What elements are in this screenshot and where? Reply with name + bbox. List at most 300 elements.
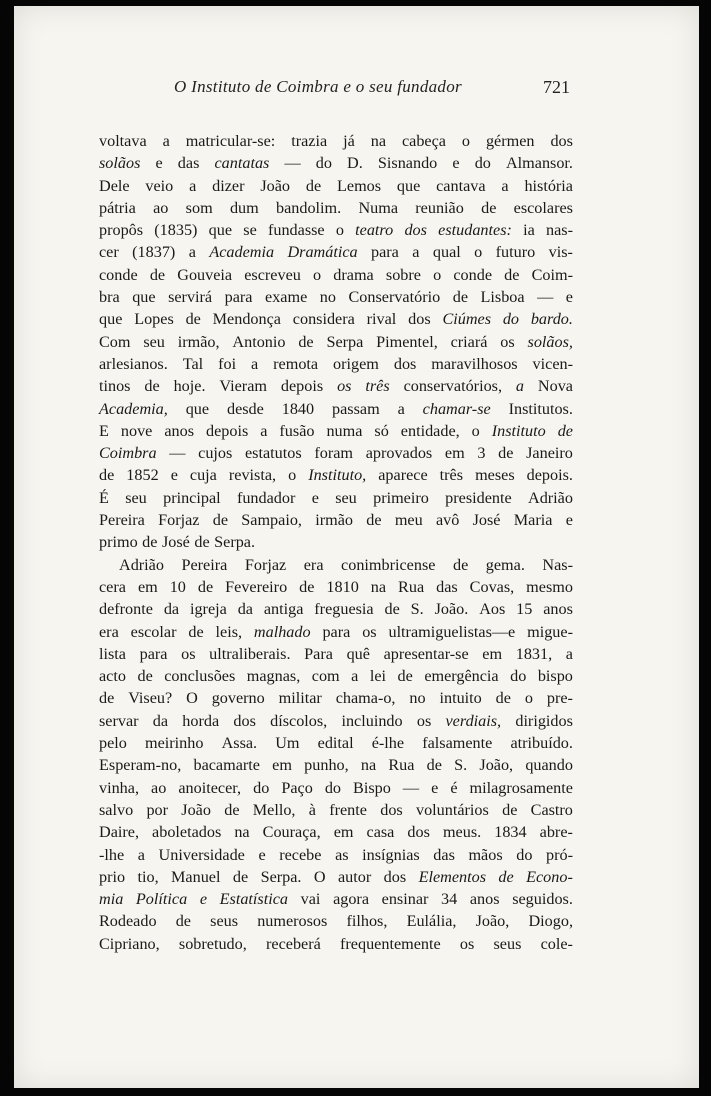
word: os xyxy=(459,934,475,953)
word: pátria xyxy=(99,198,136,217)
word: dos xyxy=(408,310,431,329)
word: os xyxy=(500,332,515,351)
word: na xyxy=(370,577,387,596)
word: Lopes xyxy=(134,310,174,329)
word: hoje. xyxy=(173,377,206,396)
page-number: 721 xyxy=(543,77,570,97)
text-line xyxy=(99,821,573,843)
word: servirá xyxy=(168,288,213,307)
word: e xyxy=(565,511,573,530)
word: maravilhosos xyxy=(431,354,518,373)
word: Rodeado xyxy=(99,912,157,931)
word: estudantes: xyxy=(438,221,512,240)
word: 1834 xyxy=(494,823,527,842)
word: Manuel xyxy=(171,867,221,886)
word: na xyxy=(234,823,250,842)
text-line xyxy=(99,754,573,776)
word: Couraça, xyxy=(262,823,321,842)
text-line xyxy=(99,464,573,486)
word: o xyxy=(461,132,471,150)
word: Econo- xyxy=(526,867,573,886)
word: agora xyxy=(333,890,370,909)
word: conimbricense xyxy=(341,555,436,574)
word: Sisnando xyxy=(377,154,438,173)
word: Serpa xyxy=(326,332,364,351)
word: de xyxy=(137,667,153,686)
word: os xyxy=(362,622,377,641)
word: e xyxy=(431,778,439,797)
word: Um xyxy=(275,734,300,753)
word: no xyxy=(319,288,336,307)
word: o xyxy=(335,221,344,240)
word: dos xyxy=(233,711,256,730)
word: Aos xyxy=(479,600,506,619)
word: freguesia xyxy=(314,600,374,619)
word: punho, xyxy=(304,756,349,775)
word: a xyxy=(397,399,405,418)
word: 34 xyxy=(441,890,458,909)
word: recebe xyxy=(279,845,322,864)
word: de xyxy=(175,912,191,931)
word: das xyxy=(436,577,458,596)
word: João. xyxy=(434,600,469,619)
word: de xyxy=(426,756,442,775)
word: origem xyxy=(333,354,379,373)
word: foi xyxy=(218,354,237,373)
word: escreveu xyxy=(244,265,301,284)
word: Maria xyxy=(513,511,553,530)
word: a xyxy=(351,667,359,686)
word: anos xyxy=(543,600,573,619)
word: dos xyxy=(380,800,403,819)
word: falsamente xyxy=(422,734,493,753)
word: — xyxy=(402,778,420,797)
text-line xyxy=(99,531,573,553)
word: gema. xyxy=(485,555,525,574)
word: cera xyxy=(99,577,126,596)
word: Rua xyxy=(388,756,415,775)
text-line xyxy=(99,844,573,866)
word: pró- xyxy=(546,845,573,864)
word: ultraliberais. xyxy=(209,644,291,663)
word: veio xyxy=(145,176,174,195)
word: de xyxy=(498,867,514,886)
word: migue- xyxy=(527,622,573,641)
word: É xyxy=(99,488,109,507)
word: três xyxy=(365,377,390,396)
word: ao xyxy=(153,198,169,217)
word: cujos xyxy=(198,444,233,463)
word: D. xyxy=(347,154,363,173)
word: (1837) xyxy=(132,243,176,262)
text-line xyxy=(99,398,573,420)
word: foram xyxy=(314,444,353,463)
word: lei xyxy=(369,667,387,686)
word: avô xyxy=(435,511,460,530)
word: 15 xyxy=(516,600,533,619)
word: Institutos. xyxy=(508,399,573,418)
word: das xyxy=(433,845,455,864)
word: mesmo xyxy=(526,577,573,596)
word: lista xyxy=(99,644,126,663)
word: defronte xyxy=(99,600,153,619)
text-line xyxy=(99,576,573,598)
text-line xyxy=(99,710,573,732)
word: era xyxy=(303,555,324,574)
word: Serpa. xyxy=(214,533,256,552)
word: fusão xyxy=(279,421,315,440)
word: passam xyxy=(332,399,380,418)
word: remota xyxy=(273,354,319,373)
word: Bispo xyxy=(353,778,391,797)
text-line xyxy=(99,554,573,576)
word: bra xyxy=(99,288,120,307)
word: ensinar xyxy=(381,890,429,909)
word: salvo xyxy=(99,800,134,819)
word: bacamarte xyxy=(193,756,260,775)
word: entidade, xyxy=(400,421,460,440)
word: era xyxy=(99,622,119,641)
word: Mello, xyxy=(252,800,296,819)
word: sobre xyxy=(385,265,421,284)
word: arlesianos. xyxy=(99,354,168,373)
word: de xyxy=(99,689,115,708)
word: e xyxy=(565,288,573,307)
word: Instituto xyxy=(491,421,546,440)
text-line xyxy=(99,598,573,620)
word: cer xyxy=(99,243,119,262)
word: quando xyxy=(525,756,573,775)
word: Coim- xyxy=(531,265,573,284)
word: anos xyxy=(469,890,500,909)
word: Serpa. xyxy=(260,867,302,886)
text-line xyxy=(99,331,573,353)
word: história xyxy=(524,176,573,195)
word: das xyxy=(177,154,200,173)
text-line xyxy=(99,375,573,397)
text-line xyxy=(99,888,573,910)
word: Almansor. xyxy=(505,154,573,173)
word: meus. xyxy=(442,823,482,842)
word: em xyxy=(482,644,503,663)
word: a xyxy=(162,132,170,150)
word: as xyxy=(335,845,349,864)
word: incluindo xyxy=(341,711,403,730)
word: só xyxy=(374,421,389,440)
word: de xyxy=(452,555,469,574)
word: Conservatório xyxy=(348,288,441,307)
word: os xyxy=(416,711,432,730)
text-line xyxy=(99,264,573,286)
word: O xyxy=(186,689,198,708)
word: dos xyxy=(404,221,427,240)
word: que xyxy=(132,288,156,307)
word: Tal xyxy=(182,354,204,373)
word: dos xyxy=(393,354,417,373)
word: a xyxy=(501,176,509,195)
word: do xyxy=(502,310,519,329)
word: sobretudo, xyxy=(178,934,247,953)
word: João xyxy=(181,800,211,819)
text-line xyxy=(99,286,573,308)
word: de xyxy=(384,600,400,619)
word: autor xyxy=(338,867,372,886)
word: irmão xyxy=(315,511,354,530)
word: solãos, xyxy=(527,332,573,351)
word: os xyxy=(181,644,196,663)
word: seu xyxy=(143,332,165,351)
word: e xyxy=(311,488,319,507)
word: 1840 xyxy=(281,399,315,418)
word: o xyxy=(471,421,480,440)
word: leis, xyxy=(215,622,243,641)
word: O xyxy=(313,867,326,886)
word: o xyxy=(288,466,297,485)
word: dos xyxy=(550,132,573,150)
word: bardo. xyxy=(530,310,573,329)
word: atribuído. xyxy=(510,734,573,753)
word: tinos xyxy=(99,377,131,396)
word: Esperam-no, xyxy=(99,756,182,775)
word: 10 xyxy=(169,577,186,596)
word: João xyxy=(260,176,291,195)
word: a xyxy=(515,377,525,396)
word: de xyxy=(298,332,314,351)
word: insígnias xyxy=(362,845,420,864)
word: escolar xyxy=(130,622,177,641)
word: Eulália, xyxy=(406,912,457,931)
word: 1852 xyxy=(126,466,159,485)
text-line xyxy=(99,175,573,197)
word: seus xyxy=(210,912,239,931)
text-line xyxy=(99,442,573,464)
word: ultramiguelistas—e xyxy=(388,622,516,641)
text-line xyxy=(99,219,573,241)
text-line xyxy=(99,910,573,932)
word: José xyxy=(472,511,501,530)
word: Antonio xyxy=(232,332,286,351)
word: Mendonça xyxy=(212,310,281,329)
word: chamar-se xyxy=(422,399,491,418)
word: Lisboa xyxy=(480,288,525,307)
word: da xyxy=(152,711,169,730)
word: receberá xyxy=(266,934,321,953)
word: escolares xyxy=(513,198,573,217)
word: mia xyxy=(99,890,124,909)
word: qual xyxy=(432,243,461,262)
word: de xyxy=(224,800,240,819)
word: Estatística xyxy=(219,890,288,909)
word: Adrião xyxy=(528,488,573,507)
word: que xyxy=(99,310,123,329)
word: seu xyxy=(125,488,147,507)
word: de xyxy=(149,265,166,284)
text-line xyxy=(99,933,573,955)
word: Nas- xyxy=(542,555,573,574)
word: de xyxy=(481,198,497,217)
word: cantatas xyxy=(214,154,270,173)
word: de xyxy=(197,577,214,596)
word: apresentar-se xyxy=(383,644,469,663)
word: Diogo, xyxy=(528,912,573,931)
word: tio, xyxy=(137,867,159,886)
word: conclusões xyxy=(164,667,236,686)
word: a xyxy=(188,243,196,262)
word: Sampaio, xyxy=(241,511,302,530)
word: Assa. xyxy=(221,734,258,753)
word: chama-o, xyxy=(335,689,396,708)
word: Pimentel, xyxy=(376,332,438,351)
word: pre- xyxy=(546,689,573,708)
word: intuito xyxy=(439,689,482,708)
word: meses xyxy=(475,466,515,485)
word: em xyxy=(137,577,158,596)
word: cabeça xyxy=(401,132,446,150)
word: emergência xyxy=(424,667,499,686)
word: Dramática xyxy=(287,243,358,262)
word: depois xyxy=(205,421,249,440)
word: Fevereiro xyxy=(225,577,288,596)
word: prio xyxy=(99,867,126,886)
word: a xyxy=(260,421,268,440)
word: Paço xyxy=(281,778,313,797)
word: Vieram xyxy=(219,377,267,396)
word: da xyxy=(237,600,253,619)
word: gérmen xyxy=(485,132,535,150)
word: dirigidos xyxy=(515,711,573,730)
text-line xyxy=(99,866,573,888)
word: reunião xyxy=(415,198,464,217)
text-line xyxy=(99,420,573,442)
word: de xyxy=(188,622,204,641)
word: Pereira xyxy=(181,555,228,574)
word: — xyxy=(284,154,301,173)
word: de xyxy=(452,288,468,307)
word: do xyxy=(324,778,342,797)
word: meirinho xyxy=(145,734,204,753)
word: o xyxy=(474,243,483,262)
word: de xyxy=(232,867,249,886)
word: futuro xyxy=(495,243,536,262)
word: de xyxy=(142,533,158,552)
word: magnas, xyxy=(246,667,301,686)
text-line xyxy=(99,509,573,531)
word: revista, xyxy=(228,466,277,485)
word: quê xyxy=(346,644,370,663)
word: Adrião xyxy=(119,555,164,574)
word: depois. xyxy=(526,466,573,485)
word: o xyxy=(313,265,322,284)
text-line xyxy=(99,799,573,821)
word: dos xyxy=(407,823,430,842)
word: propôs xyxy=(99,221,144,240)
word: estatutos xyxy=(245,444,302,463)
word: é-lhe xyxy=(371,734,405,753)
word: a xyxy=(412,243,420,262)
word: a xyxy=(565,644,573,663)
word: de xyxy=(397,667,413,686)
word: Castro xyxy=(530,800,573,819)
word: Academia, xyxy=(99,399,168,418)
word: filhos, xyxy=(346,912,388,931)
word: 1831, xyxy=(515,644,553,663)
word: considera xyxy=(292,310,355,329)
word: que xyxy=(396,176,421,195)
word: na xyxy=(360,756,377,775)
word: de xyxy=(99,466,115,485)
word: Forjaz xyxy=(158,511,200,530)
word: Daire, xyxy=(99,823,139,842)
word: casa xyxy=(366,823,395,842)
word: abre- xyxy=(539,823,573,842)
word: desde xyxy=(226,399,264,418)
text-line xyxy=(99,353,573,375)
word: de xyxy=(194,533,210,552)
word: igreja xyxy=(189,600,227,619)
word: — xyxy=(169,444,186,463)
word: e xyxy=(155,154,163,173)
word: em xyxy=(272,756,292,775)
word: trazia xyxy=(291,132,328,150)
word: José xyxy=(161,533,190,552)
word: para xyxy=(371,243,399,262)
word: de xyxy=(185,310,201,329)
page-header xyxy=(160,77,580,103)
word: dum xyxy=(229,198,259,217)
word: seguidos. xyxy=(512,890,573,909)
word: numa xyxy=(326,421,363,440)
word: à xyxy=(308,800,316,819)
word: presidente xyxy=(445,488,512,507)
word: para xyxy=(224,288,253,307)
word: e xyxy=(170,466,178,485)
word: com xyxy=(311,667,340,686)
word: de xyxy=(495,689,511,708)
word: e xyxy=(258,845,266,864)
word: E xyxy=(99,421,109,440)
word: de xyxy=(366,511,382,530)
word: a xyxy=(137,845,145,864)
word: já xyxy=(343,132,355,150)
word: ia xyxy=(523,221,535,240)
word: antiga xyxy=(263,600,304,619)
word: seu xyxy=(335,488,357,507)
word: aprovados xyxy=(365,444,433,463)
word: primo xyxy=(99,533,138,552)
word: 1810 xyxy=(326,577,359,596)
word: anoitecer, xyxy=(178,778,242,797)
word: irmão, xyxy=(177,332,220,351)
text-line xyxy=(99,732,573,754)
word: rival xyxy=(366,310,397,329)
word: Ciúmes xyxy=(442,310,491,329)
word: do xyxy=(315,154,332,173)
word: Janeiro xyxy=(526,444,573,463)
word: bispo xyxy=(537,667,573,686)
word: João, xyxy=(475,912,510,931)
word: malhado xyxy=(253,622,311,641)
word: díscolos, xyxy=(270,711,328,730)
word: conde xyxy=(99,265,138,284)
word: servar xyxy=(99,711,139,730)
word: dizer xyxy=(212,176,245,195)
word: frequentemente xyxy=(340,934,441,953)
text-line xyxy=(99,643,573,665)
word: -lhe xyxy=(99,845,125,864)
word: Viseu? xyxy=(128,689,173,708)
text-line xyxy=(99,777,573,799)
word: para xyxy=(322,622,351,641)
